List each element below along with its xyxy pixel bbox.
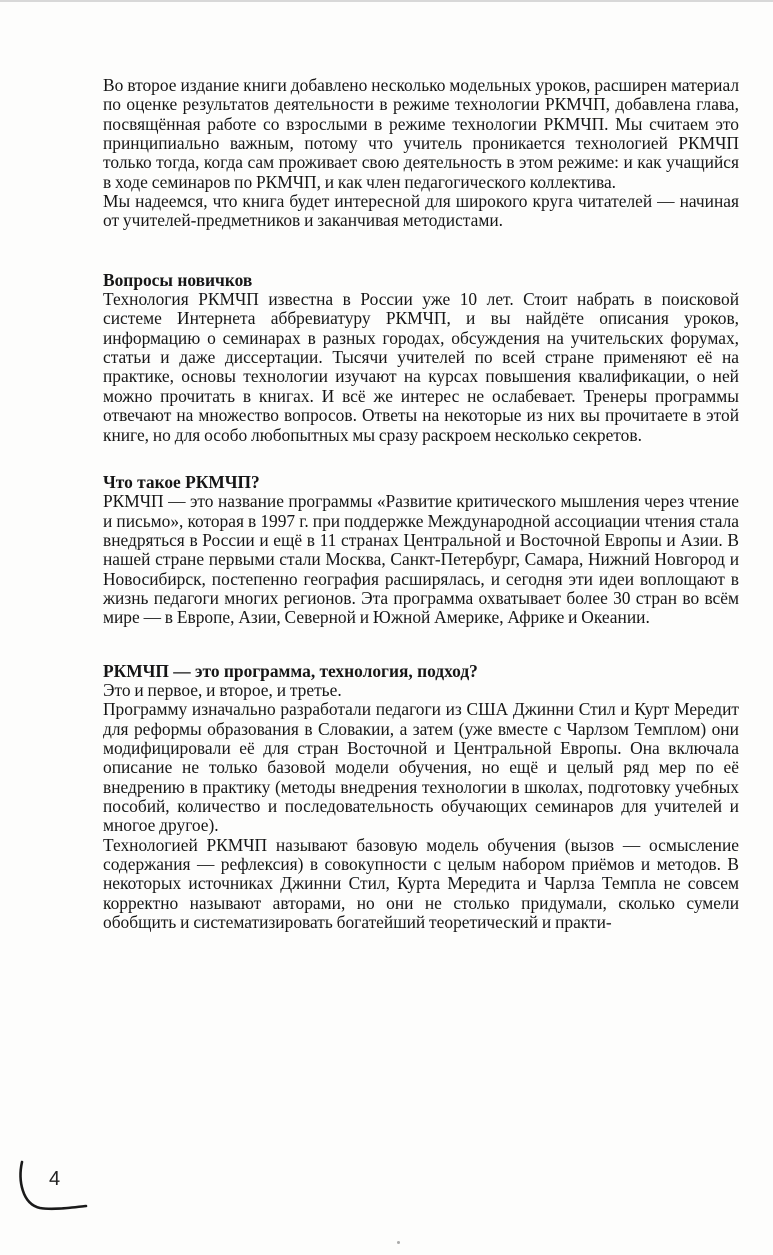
section-heading-what-is: Что такое РКМЧП? (103, 471, 260, 492)
page-body (103, 76, 739, 932)
section-heading-newcomers: Вопросы новичков (103, 269, 253, 290)
program-paragraph-1: Это и первое, и второе, и третье. (103, 679, 342, 700)
section-heading-program-technology: РКМЧП — это программа, технология, подход? (103, 660, 478, 681)
intro-paragraph-1: Во второе издание книги добавлено несколько модельных уроков, расширен материал по оценке результатов деятельности в режиме технологии РКМЧП, добавлена глава, посвящённая работе со взрослыми в режиме технологии РКМЧП. Мы считаем это принципиально важным, потому что учитель проникается технологией РКМЧП только тогда, когда сам проживает свою деятельность в этом режиме: и как учащийся в ходе семинаров по РКМЧП, и как член педагогического коллектива. (103, 75, 739, 192)
newcomers-paragraph: Технология РКМЧП известна в России уже 10 лет. Стоит набрать в поисковой системе Интернета аббревиатуру РКМЧП, и вы найдёте описания уроков, информацию о семинарах в разных городах, обсуждения на учительских форумах, статьи и даже диссертации. Тысячи учителей по всей стране применяют её на практике, основы технологии изучают на курсах повышения квалификации, о ней можно прочитать в книгах. И всё же интерес не ослабевает. Тренеры программы отвечают на множество вопросов. Ответы на некоторые из них вы прочитаете в этой книге, но для особо любопытных мы сразу раскроем несколько секретов. (103, 289, 739, 445)
paper-speck (397, 1241, 400, 1244)
page-number: 4 (49, 1168, 61, 1190)
program-paragraph-2: Программу изначально разработали педагоги из США Джинни Стил и Курт Мередит для реформы образования в Словакии, а затем (уже вместе с Чарлзом Темплом) они модифицировали её для стран Восточной и Центральной Европы. Она включала описание не только базовой модели обучения, но ещё и целый ряд мер по её внедрению в практику (методы внедрения технологии в школах, подготовку учебных пособий, количество и последовательность обучающих семинаров для учителей и многое другое). (103, 699, 739, 836)
top-edge-rule (0, 0, 773, 2)
spacer (103, 445, 739, 473)
spacer (103, 231, 739, 271)
spacer (103, 628, 739, 662)
page-number-ornament (16, 1160, 96, 1220)
what-is-paragraph: РКМЧП — это название программы «Развитие критического мышления через чтение и письмо», которая в 1997 г. при поддержке Международной ассоциации чтения стала внедряться в России и ещё в 11 странах Центральной и Восточной Европы и Азии. В нашей стране первыми стали Москва, Санкт-Петербург, Самара, Нижний Новгород и Новосибирск, постепенно география расширялась, и сегодня эти идеи воплощают в жизнь педагоги многих регионов. Эта программа охватывает более 30 стран во всём мире — в Европе, Азии, Северной и Южной Америке, Африке и Океании. (103, 491, 739, 628)
program-paragraph-3: Технологией РКМЧП называют базовую модель обучения (вызов — осмысление содержания — рефлексия) в совокупности с целым набором приёмов и методов. В некоторых источниках Джинни Стил, Курта Мередита и Чарлза Темпла не совсем корректно называют авторами, но они не столько придумали, сколько сумели обобщить и систематизировать богатейший теоретический и практи- (103, 834, 739, 933)
intro-paragraph-2: Мы надеемся, что книга будет интересной для широкого круга читателей — начиная от учителей-предметников и заканчивая методистами. (103, 191, 739, 231)
